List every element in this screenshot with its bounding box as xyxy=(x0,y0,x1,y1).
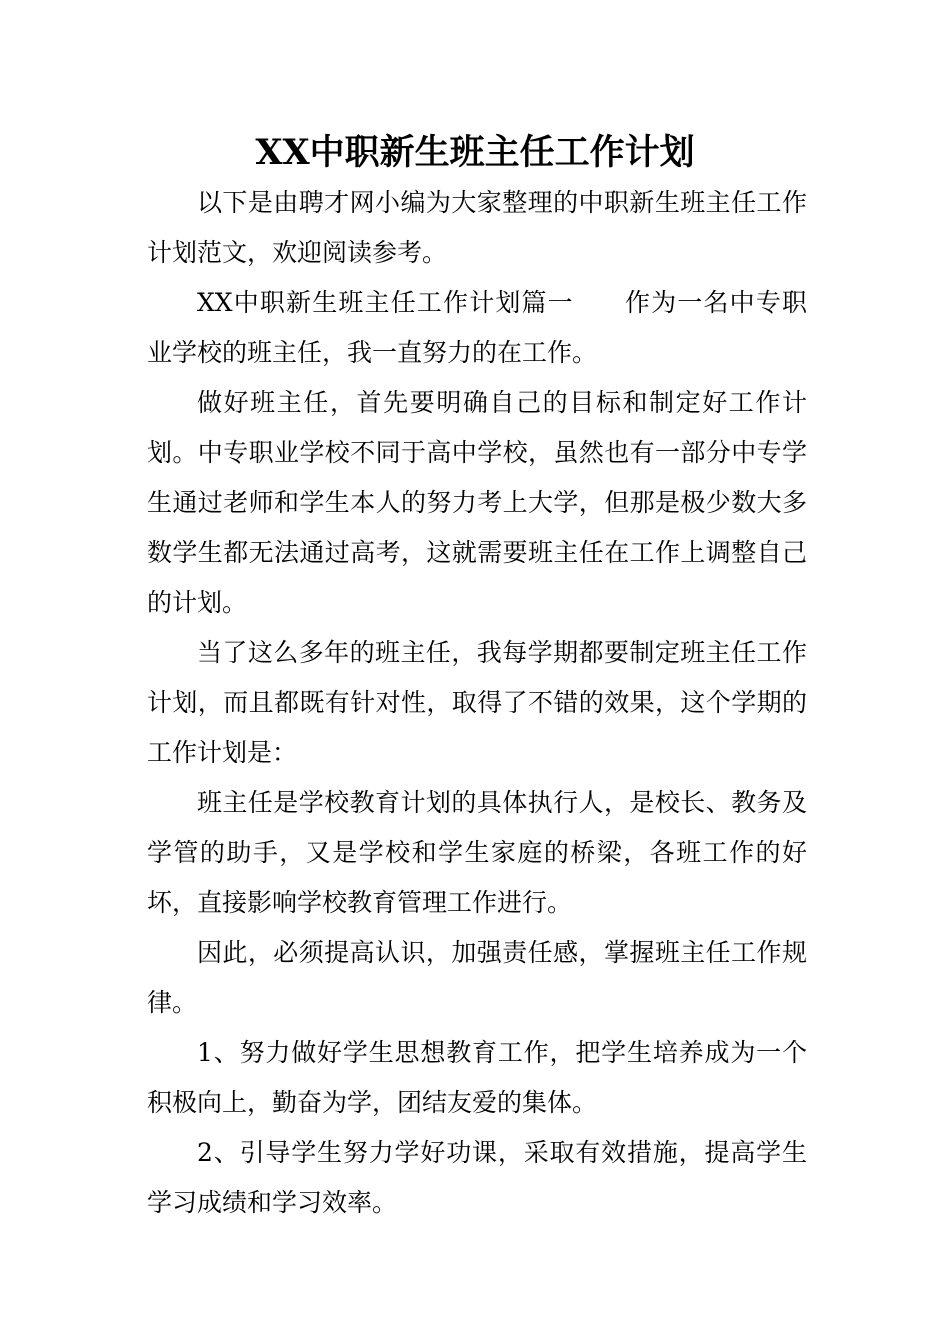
list-item-2: 2、引导学生努力学好功课，采取有效措施，提高学生学习成绩和学习效率。 xyxy=(147,1138,807,1217)
paragraph-intro: 以下是由聘才网小编为大家整理的中职新生班主任工作计划范文，欢迎阅读参考。 xyxy=(147,188,807,267)
paragraph-section-one xyxy=(147,278,807,378)
paragraph-role: 班主任是学校教育计划的具体执行人，是校长、教务及学管的助手，又是学校和学生家庭的桥梁，各班工作的好坏，直接影响学校教育管理工作进行。 xyxy=(147,788,807,917)
paragraph-goals: 做好班主任，首先要明确自己的目标和制定好工作计划。中专职业学校不同于高中学校，虽然也有一部分中专学生通过老师和学生本人的努力考上大学，但那是极少数大多数学生都无法通过高考，这就需要班主任在工作上调整自己的计划。 xyxy=(147,388,807,617)
section-one-text: 作为一名中专职业学校的班主任，我一直努力的在工作。 xyxy=(147,288,807,367)
paragraph-semester-plan: 当了这么多年的班主任，我每学期都要制定班主任工作计划，而且都既有针对性，取得了不错的效果，这个学期的工作计划是： xyxy=(147,638,807,767)
list-item-1: 1、努力做好学生思想教育工作，把学生培养成为一个积极向上，勤奋为学，团结友爱的集体。 xyxy=(147,1038,807,1117)
paragraph-awareness: 因此，必须提高认识，加强责任感，掌握班主任工作规律。 xyxy=(147,938,807,1017)
document-title: XX中职新生班主任工作计划 xyxy=(255,132,695,173)
section-one-label: XX中职新生班主任工作计划篇一 xyxy=(197,288,574,317)
document-body xyxy=(147,178,807,1228)
